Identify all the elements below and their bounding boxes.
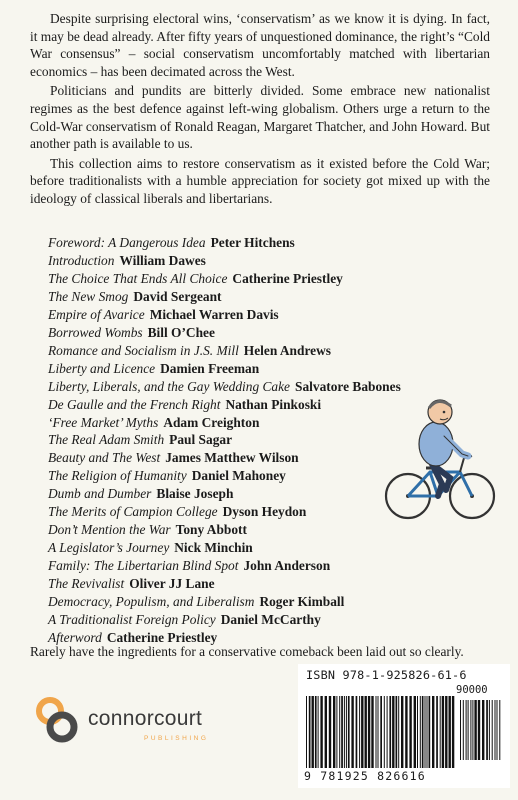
contents-item [48, 521, 508, 539]
barcode-bar [420, 696, 421, 768]
chapter-author: Daniel Mahoney [191, 468, 286, 484]
barcode-bar [387, 696, 388, 768]
barcode-bar [361, 696, 363, 768]
blurb-paragraph-1: Despite surprising electoral wins, ‘conservatism’ as we know it is dying. In fact, it may be dead already. After fifty years of unquestioned dominance, the right’s “Cold War consensus” – social conservatism uncomfortably matched with libertarian economics – has been decimated across the West. [30, 11, 490, 79]
barcode-bar [482, 700, 484, 760]
barcode-bar [351, 696, 353, 768]
chapter-title: Romance and Socialism in J.S. Mill [48, 342, 239, 358]
contents-item [48, 593, 508, 611]
chapter-author: Oliver JJ Lane [129, 576, 215, 592]
contents-item [48, 611, 508, 629]
barcode-bar [398, 696, 399, 768]
chapter-title: A Traditionalist Foreign Policy [48, 612, 216, 628]
contents-item [48, 342, 508, 360]
barcode-bar [344, 696, 345, 768]
barcode-bar [440, 696, 441, 768]
chapter-author: Roger Kimball [259, 594, 345, 610]
barcode-bar [309, 696, 311, 768]
barcode-bar [497, 700, 498, 760]
barcode-bar [499, 700, 500, 760]
barcode-bar [442, 696, 444, 768]
barcode-bar [429, 696, 431, 768]
chapter-author: Salvatore Babones [295, 378, 401, 394]
chapter-title: Liberty, Liberals, and the Gay Wedding Cake [48, 378, 291, 394]
barcode-bar [449, 696, 451, 768]
chapter-author: Michael Warren Davis [149, 306, 279, 322]
barcode-bar [359, 696, 360, 768]
barcode-bar [492, 700, 493, 760]
chapter-author: William Dawes [119, 252, 206, 268]
chapter-title: De Gaulle and the French Right [48, 396, 221, 412]
barcode-bar [339, 696, 340, 768]
barcode-bar [468, 700, 469, 760]
barcode-bar [320, 696, 322, 768]
contents-item [48, 557, 508, 575]
closing-line: Rarely have the ingredients for a conservative comeback been laid out so clearly. [30, 644, 464, 660]
contents-item [48, 324, 508, 342]
chapter-title: The Real Adam Smith [48, 432, 165, 448]
barcode-bar [486, 700, 488, 760]
publisher-subtitle: PUBLISHING [144, 735, 209, 742]
barcode-bar [356, 696, 358, 768]
barcode-bar [432, 696, 434, 768]
barcode-bar [474, 700, 476, 760]
chapter-author: Daniel McCarthy [220, 612, 321, 628]
contents-item [48, 575, 508, 593]
barcode-bar [460, 700, 461, 760]
chapter-title: The Choice That Ends All Choice [48, 270, 228, 286]
chapter-author: Dyson Heydon [222, 504, 307, 520]
chapter-author: Catherine Priestley [106, 629, 218, 645]
barcode-bar [348, 696, 350, 768]
chapter-author: David Sergeant [133, 288, 222, 304]
price-barcode-bars [460, 700, 504, 760]
chapter-title: ‘Free Market’ Myths [48, 414, 159, 430]
blurb-paragraph-3: This collection aims to restore conservatism as it existed before the Cold War; before traditionalists with a humble appreciation for society got mixed up with the ideology of classical liberals and libertarians. [30, 155, 490, 206]
chapter-author: Catherine Priestley [232, 270, 343, 286]
isbn-text: ISBN 978-1-925826-61-6 [306, 668, 467, 682]
publisher-name: connorcourt [88, 707, 203, 730]
contents-item [48, 360, 508, 378]
contents-item [48, 288, 508, 306]
chapter-author: Paul Sagar [169, 432, 233, 448]
chapter-author: Damien Freeman [160, 360, 260, 376]
barcode-bar [445, 696, 447, 768]
ean-number: 9 781925 826616 [304, 769, 426, 783]
chapter-title: The Revivalist [48, 576, 125, 592]
barcode-bar [392, 696, 394, 768]
barcode-bar [329, 696, 331, 768]
barcode-bar [378, 696, 379, 768]
barcode-bar [380, 696, 382, 768]
barcode-bar [315, 696, 317, 768]
chapter-author: Adam Creighton [163, 414, 260, 430]
barcode-bar [436, 696, 438, 768]
barcode-bar [427, 696, 428, 768]
contents-item [48, 539, 508, 557]
contents-item [48, 270, 508, 288]
barcode-bar [325, 696, 327, 768]
barcode-bar [470, 700, 471, 760]
barcode-bar [336, 696, 337, 768]
barcode-bar [371, 696, 373, 768]
chapter-title: Family: The Libertarian Blind Spot [48, 558, 239, 574]
chapter-author: Blaise Joseph [156, 486, 234, 502]
barcode-bar [318, 696, 319, 768]
chapter-title: Beauty and The West [48, 450, 161, 466]
chapter-title: Foreword: A Dangerous Idea [48, 235, 206, 250]
barcode-bar [401, 696, 403, 768]
barcode-bar [463, 700, 464, 760]
chapter-author: John Anderson [243, 558, 331, 574]
publisher-logo-icon [32, 695, 88, 747]
price-code: 90000 [456, 684, 488, 696]
barcode-bar [472, 700, 473, 760]
chapter-title: Empire of Avarice [48, 306, 145, 322]
contents-item [48, 252, 508, 270]
chapter-title: Liberty and Licence [48, 360, 156, 376]
chapter-title: Dumb and Dumber [48, 486, 152, 502]
barcode-bar [368, 696, 370, 768]
barcode-bar [414, 696, 416, 768]
barcode-bar [376, 696, 377, 768]
barcode-bar [466, 700, 467, 760]
ean-barcode-bars [306, 696, 456, 768]
blurb [30, 10, 490, 210]
barcode-bar [341, 696, 343, 768]
barcode-bar [478, 700, 480, 760]
cyclist-illustration [380, 392, 498, 522]
barcode-bar [495, 700, 496, 760]
barcode-bar [489, 700, 490, 760]
barcode-bar [312, 696, 314, 768]
chapter-title: The New Smog [48, 288, 129, 304]
barcode-bar [389, 696, 391, 768]
barcode-bar [417, 696, 418, 768]
chapter-author: Tony Abbott [175, 522, 247, 538]
barcode-bar [333, 696, 335, 768]
chapter-title: The Religion of Humanity [48, 468, 187, 484]
chapter-author: Bill O’Chee [147, 324, 215, 340]
chapter-author: Helen Andrews [243, 342, 331, 358]
chapter-title: Democracy, Populism, and Liberalism [48, 594, 255, 610]
chapter-title: Afterword [48, 629, 102, 645]
barcode-bar [384, 696, 385, 768]
chapter-author: Nathan Pinkoski [225, 396, 322, 412]
chapter-title: Introduction [48, 252, 115, 268]
contents-item [48, 234, 508, 252]
chapter-author: James Matthew Wilson [165, 450, 299, 466]
chapter-author: Peter Hitchens [210, 235, 295, 250]
barcode-bar [396, 696, 398, 768]
barcode-bar [306, 696, 307, 768]
chapter-author: Nick Minchin [174, 540, 253, 556]
chapter-title: Borrowed Wombs [48, 324, 143, 340]
barcode-bar [422, 696, 424, 768]
chapter-title: A Legislator’s Journey [48, 540, 170, 556]
barcode-bar [425, 696, 426, 768]
barcode-bar [405, 696, 407, 768]
barcode-bar [365, 696, 367, 768]
barcode-bar [409, 696, 411, 768]
contents-item [48, 306, 508, 324]
barcode-bar [452, 696, 454, 768]
blurb-paragraph-2: Politicians and pundits are bitterly divided. Some embrace new nationalist regimes as the best defence against left-wing globalism. Others urge a return to the Cold-War conservatism of Ronald Reagan, Margaret Thatcher, and John Howard. But another path is available to us. [30, 83, 490, 152]
barcode [298, 664, 510, 788]
barcode-bar [346, 696, 347, 768]
publisher-logo [32, 695, 232, 755]
chapter-title: Don’t Mention the War [48, 522, 171, 538]
chapter-title: The Merits of Campion College [48, 504, 218, 520]
